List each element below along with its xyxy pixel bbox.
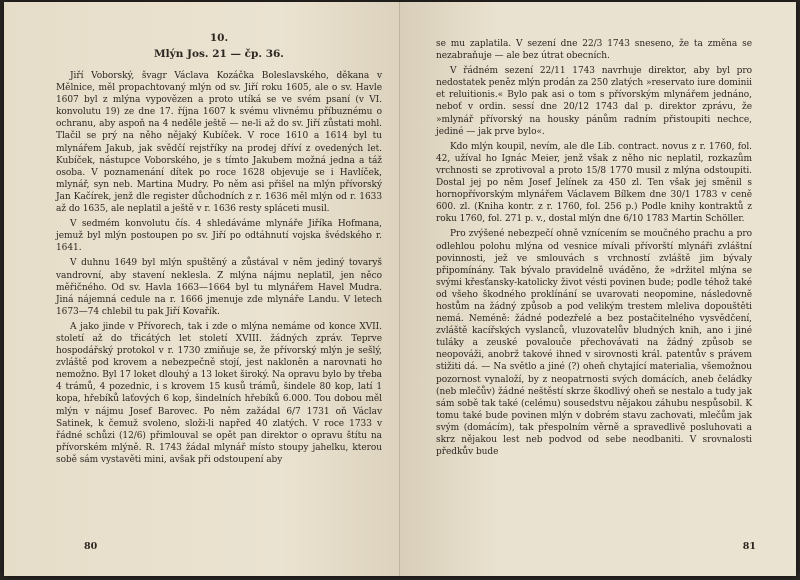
page-number: 81 [742, 541, 756, 552]
paragraph: V duhnu 1649 byl mlýn spuštěný a zůstával v něm jediný tovaryš vandrovní, aby stavení neklesla. Z mlýna nájmu neplatil, jen něco měřičného. Od sv. Havla 1663—1664 byl tu mlynářem Havel Mudra. Jiná nájemná cedule na r. 1666 jmenuje zde mlynáře Landu. V letech 1673—74 chlebil tu pak Jiří Kovařík. [56, 258, 382, 317]
paragraph: se mu zaplatila. V sezení dne 22/3 1743 sneseno, že ta změna se nezabraňuje — ale bez útrat obecních. [436, 39, 752, 62]
page-number: 80 [84, 541, 98, 552]
paragraph: Pro zvýšené nebezpečí ohně vznícením se moučného prachu a pro odlehlou polohu mlýna od vesnice mívali přívorští mlynáři zvláštní povinnosti, jež ve smlouvách s vrchností zvláště jim bývaly připomínány. Tak bývalo pravidelně uváděno, že »držitel mlýna se svými křesťansky-katolicky život vésti povinen bude; podle téhož také od všeho škodného proklínání se uvarovati neopomine, následovně hostům na žádný způsob a pod velikým trestem mleliva dopouštěti nemá. Neméně: žádné podezřelé a bez postačitelného vysvědčení, zvláště kacířských vyslanců, vluzovatelův bludných knih, ano i jiné tuláky a zeuské povalouče přechovávati na žádný způsob se neopováži, anobrž takové ihned v sirovnosti král. patentův s právem stižiti dá. — Na světlo a jiné (?) oheň chytající materialia, všemožnou pozornost vynaloží, by z neopatrnosti svých domácích, aneb čeládky (neb mlečův) žádné neštěstí skrze škodlivý oheň se nestalo a tudy jak sám sobě tak také (celému) sousedstvu nějakou záhubu nespůsobil. K tomu také bude povinen mlýn v dobrém stavu zachovati, mlečům jak svým (domácím), tak přespolním věrně a spravedlivě posluhovati a skrz nějakou lest neb podvod od sebe neodbaniti. V srovnalosti předkův bude [436, 229, 752, 458]
paragraph: V sedmém konvolutu čís. 4 shledáváme mlynáře Jiříka Hofmana, jemuž byl mlýn postoupen po sv. Jiří po odtáhnutí vojska švédského r. 1641. [56, 219, 382, 254]
chapter-title: Mlýn Jos. 21 — čp. 36. [154, 48, 284, 60]
paragraph: Jiří Voborský, švagr Václava Kozáčka Boleslavského, děkana v Mělnice, měl propachtovaný mlýn od sv. Jiří roku 1605, ale o sv. Havle 1607 byl z mlýna vypovězen a proto utíká se ve svém psaní (v VI. konvolutu 19) ze dne 17. října 1607 k svému vlivnému příbuznému o ochranu, aby aspoň na 4 neděle ještě — ne-li až do sv. Jiří zůstati mohl. Tlačil se prý na něho nějaký Kubíček. V roce 1610 a 1614 byl tu mlynářem Jakub, jak svědčí rejstříky na prodej dříví z ovedených let. Kubíček, nástupce Voborského, je s tímto Jakubem možná jedna a táž osoba. V poznamenání dítek po roce 1628 objevuje se i Havlíček, mlynář, syn neb. Martina Mudry. Po něm asi přišel na mlýn přívorský Jan Kačírek, jenž dle register důchodních z r. 1636 měl mlýn od r. 1633 až do 1635, ale neplatil a ještě v r. 1636 resty spláceti musil. [56, 71, 382, 215]
paragraph: Kdo mlýn koupil, nevím, ale dle Lib. contract. novus z r. 1760, fol. 42, užíval ho Ignác Meier, jenž však z něho nic neplatil, rozkazům vrchnosti se zprotivoval a proto 15/8 1770 musil z mlýna odstoupiti. Dostal jej po něm Josef Jelínek za 450 zl. Ten však jej směnil s hornopřívorským mlynářem Václavem Bílkem dne 30/1 1783 v ceně 600. zl. (Kniha kontr. z r. 1760, fol. 256 p.) Podle knihy kontraktů z roku 1760, fol. 271 p. v., dostal mlýn dne 6/10 1783 Martin Schöller. [436, 141, 752, 225]
chapter-number: 10. [209, 32, 229, 44]
right-page [400, 2, 796, 576]
paragraph: V řádném sezení 22/11 1743 navrhuje direktor, aby byl pro nedostatek peněz mlýn prodán za 250 zlatých »reservato iure dominii et reluitionis.« Bylo pak asi o tom s přívorským mlynářem jednáno, neboť v ordin. sessí dne 20/12 1743 dal p. direktor zprávu, že »mlynář přívorský na housky pánům radním přistoupiti nechce, jediné — jak prve bylo«. [436, 66, 752, 137]
book-spread [4, 2, 796, 576]
paragraph: A jako jinde v Přívorech, tak i zde o mlýna nemáme od konce XVII. století až do třicátých let století XVIII. žádných zpráv. Teprve hospodářský protokol v r. 1730 zmiňuje se, že přívorský mlýn je sešlý, zvláště pod krovem a nebezpečně stojí, jest nakloněn a narovnati ho nemožno. Byl 17 loket dlouhý a 13 loket široký. Na opravu bylo by třeba 4 trámů, 4 pozednic, i s krovem 15 kusů trámů, šindele 80 kop, latí 1 kopa, hřebíků laťových 6 kop, šindelních hřebíků 6.000. Tou dobou měl mlýn v nájmu Josef Barovec. Po něm zažádal 6/7 1731 oň Václav Satinek, k čemuž svoleno, složi-li napřed 40 zlatých. V roce 1733 v řádné schůzi (12/6) přimlouval se opět pan direktor o opravu štítu na přívorském mlýně. R. 1743 žádal mlynář místo stoupy jahelku, kterou sobě sám vystavěti mini, avšak při odstoupení aby [56, 321, 382, 465]
left-page [4, 2, 400, 576]
